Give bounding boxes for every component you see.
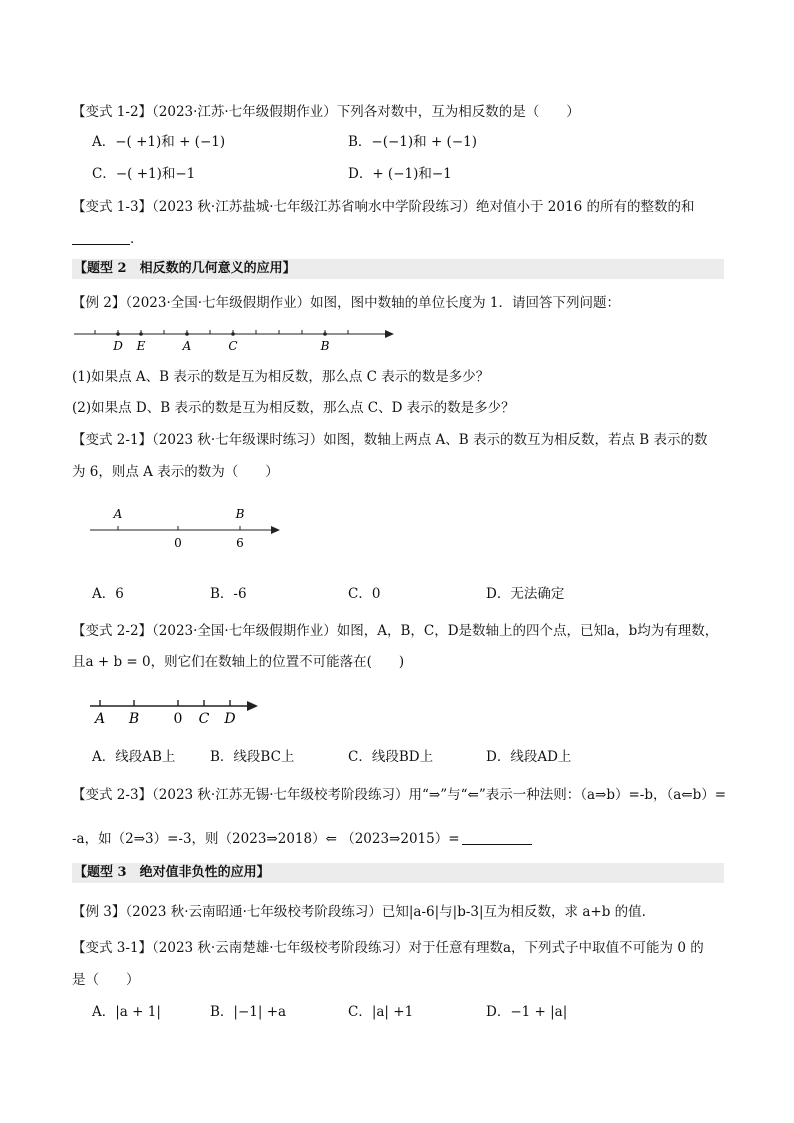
question-example-3: 【例 3】（2023 秋·云南昭通·七年级校考阶段练习）已知|a-6|与|b-3|互为相反数，求 a+b 的值. [72,904,646,920]
answer-blank[interactable] [72,230,130,245]
option-b: B．-6 [210,586,247,602]
number-line-example-2 [74,324,404,354]
axis-label-c: C [228,339,238,353]
question-v3-1: 【变式 3-1】（2023 秋·云南楚雄·七年级校考阶段练习）对于任意有理数a，下列式子中取值不可能为 0 的 [72,940,704,956]
option-d: D．线段AD上 [486,749,572,765]
axis-label-e: E [136,339,146,353]
option-a: A．6 [92,586,124,602]
question-v3-1-line2: 是（ ） [72,972,140,988]
question-v2-1-line2: 为 6，则点 A 表示的数为（ ） [72,464,279,480]
option-c: C．−( +1)和−1 [92,166,196,182]
question-v2-1: 【变式 2-1】（2023 秋·七年级课时练习）如图，数轴上两点 A、B 表示的数互为相反数，若点 B 表示的数 [72,432,708,448]
option-b: B．−(−1)和 + (−1) [348,134,477,150]
answer-line [72,229,144,249]
axis-label-d: D [113,339,123,353]
question-v1-2: 【变式 1-2】（2023·江苏·七年级假期作业）下列各对数中，互为相反数的是（ ） [72,104,580,120]
option-a: A．|a + 1| [92,1004,161,1020]
point-label-a: A [113,507,123,521]
sub-question-1: (1)如果点 A、B 表示的数是互为相反数，那么点 C 表示的数是多少？ [72,369,490,385]
option-c: C．|a| +1 [348,1004,414,1020]
option-b: B．线段BC上 [210,749,295,765]
question-v2-3-text: -a，如（2⇒3）=-3，则（2023⇒2018）⇐ （2023⇒2015）= [72,831,460,847]
tick-label-0: 0 [174,536,182,550]
question-example-2: 【例 2】（2023·全国·七年级假期作业）如图，图中数轴的单位长度为 1．请回答下列问题： [72,295,620,311]
answer-line-end: ． [130,231,144,247]
number-line-v2-1 [90,504,290,552]
question-v1-3: 【变式 1-3】（2023 秋·江苏盐城·七年级江苏省响水中学阶段练习）绝对值小于 2016 的所有的整数的和 [72,199,695,215]
axis-label-a: A [182,339,192,353]
axis-label-d: D [224,711,236,727]
option-c: C．0 [348,586,381,602]
question-v2-2: 【变式 2-2】（2023·全国·七年级假期作业）如图，A，B，C，D是数轴上的四个点，已知a，b均为有理数， [72,623,719,639]
number-line-v2-2 [90,696,270,730]
tick-label-6: 6 [236,536,244,550]
option-d: D．+ (−1)和−1 [348,166,452,182]
question-v2-3: 【变式 2-3】（2023 秋·江苏无锡·七年级校考阶段练习）用“⇒”与“⇐”表示一种法则：（a⇒b）=-b，（a⇐b）= [72,787,727,803]
section-title-3: 【题型 3 绝对值非负性的应用】 [72,863,724,883]
option-c: C．线段BD上 [348,749,434,765]
axis-label-a: A [94,711,106,727]
option-b: B．|−1| +a [210,1004,287,1020]
option-d: D．−1 + |a| [486,1004,568,1020]
axis-label-b: B [128,711,140,727]
option-a: A．线段AB上 [92,749,176,765]
axis-label-c: C [198,711,210,727]
axis-label-b: B [320,339,330,353]
option-d: D．无法确定 [486,586,565,602]
option-a: A．−( +1)和 + (−1) [92,134,226,150]
question-v2-3-line2 [72,829,532,849]
axis-label-0: 0 [173,711,183,727]
sub-question-2: (2)如果点 D、B 表示的数是互为相反数，那么点 C、D 表示的数是多少？ [72,400,515,416]
answer-blank[interactable] [462,830,532,845]
section-title-2: 【题型 2 相反数的几何意义的应用】 [72,259,724,279]
question-v2-2-line2: 且a + b = 0，则它们在数轴上的位置不可能落在( ) [72,654,405,670]
point-label-b: B [235,507,245,521]
